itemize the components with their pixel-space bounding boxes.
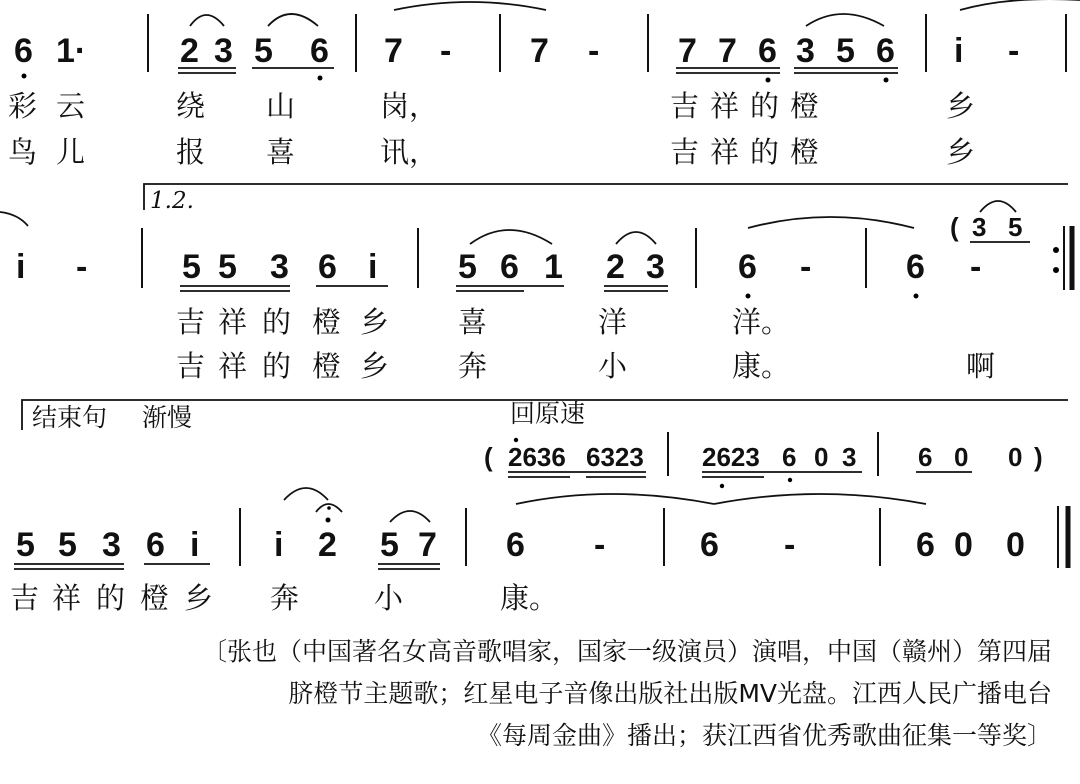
note: i [190, 526, 200, 564]
lyric: 彩 [8, 89, 38, 123]
lyric: 的 [96, 581, 126, 615]
lyric: 奔 [270, 581, 300, 615]
lyric: 奔 [458, 349, 488, 383]
note: 6 [906, 248, 925, 286]
note: 7 [530, 32, 549, 70]
note: 6 [782, 442, 797, 472]
lyric: 洋。 [732, 305, 791, 339]
note: 6 [876, 32, 895, 70]
note: 6 [700, 526, 719, 564]
note: 2 [180, 32, 199, 70]
lyric: 乡 [360, 349, 390, 383]
ending-label: 结束句 [32, 403, 108, 432]
lyric: 乡 [184, 581, 214, 615]
note: 6 [318, 248, 337, 286]
lyric: 的 [262, 349, 292, 383]
volta-label: 1.2. [150, 188, 194, 214]
note: 6 [506, 526, 525, 564]
note: 1· [56, 32, 87, 70]
system-3 [10, 399, 1068, 615]
note: 3 [972, 212, 987, 242]
lyric: 橙 [790, 89, 820, 123]
note: 0 [1006, 526, 1025, 564]
lyric: 啊 [966, 349, 996, 383]
lyric: 的 [750, 135, 780, 169]
note: - [970, 248, 982, 286]
lyric: 鸟 [8, 135, 38, 169]
lyric: 小 [598, 349, 628, 383]
note: 2 [606, 248, 625, 286]
lyric: 讯， [380, 135, 439, 169]
lyric: 小 [374, 581, 404, 615]
system-2 [0, 184, 1072, 383]
note: 5 [58, 526, 77, 564]
note: 3 [842, 442, 857, 472]
note: 7 [418, 526, 437, 564]
note: 2 [318, 526, 337, 564]
note: 3 [646, 248, 665, 286]
note: 0 [1008, 442, 1023, 472]
note: 6 [146, 526, 165, 564]
lyric: 的 [750, 89, 780, 123]
note: 5 [182, 248, 201, 286]
note: 7 [678, 32, 697, 70]
note: - [784, 526, 796, 564]
credit-line: 《每周金曲》播出；获江西省优秀歌曲征集一等奖〕 [476, 721, 1052, 750]
note: 6 [500, 248, 519, 286]
lyric: 绕 [176, 89, 206, 123]
lyric: 儿 [56, 135, 86, 169]
lyric: 喜 [266, 135, 296, 169]
note: 5 [836, 32, 855, 70]
credit-line: 脐橙节主题歌；红星电子音像出版社出版MV光盘。江西人民广播电台 [288, 679, 1052, 708]
lyric: 康。 [732, 349, 791, 383]
note: 5 [1008, 212, 1023, 242]
lyric: 康。 [500, 581, 559, 615]
lyric: 祥 [710, 89, 740, 123]
lyric: 吉 [670, 89, 700, 123]
note: 3 [214, 32, 233, 70]
lyric: 报 [176, 135, 206, 169]
lyric: 乡 [946, 89, 976, 123]
note: 3 [796, 32, 815, 70]
lyric: 祥 [218, 305, 248, 339]
lyric: 的 [262, 305, 292, 339]
note: i [368, 248, 378, 286]
note: i [274, 526, 284, 564]
credits [202, 637, 1052, 750]
lyric: 岗， [380, 89, 439, 123]
note: - [588, 32, 600, 70]
note: 0 [954, 526, 973, 564]
note: - [800, 248, 812, 286]
lyric: 吉 [670, 135, 700, 169]
lyric: 云 [56, 89, 86, 123]
lyric: 祥 [710, 135, 740, 169]
note: 6 [918, 442, 933, 472]
note: 6 [738, 248, 757, 286]
note: 5 [380, 526, 399, 564]
lyric: 吉 [176, 349, 206, 383]
lyric: 吉 [176, 305, 206, 339]
note: 5 [218, 248, 237, 286]
note: 3 [270, 248, 289, 286]
note: 7 [718, 32, 737, 70]
note: 5 [254, 32, 273, 70]
lyric: 山 [266, 89, 296, 123]
system-1 [8, 0, 1080, 169]
note: 5 [16, 526, 35, 564]
note: 0 [814, 442, 829, 472]
note: - [1008, 32, 1020, 70]
lyric: 吉 [10, 581, 40, 615]
note: i [16, 248, 26, 286]
lyric: 橙 [140, 581, 170, 615]
lyric: 乡 [946, 135, 976, 169]
note: ( [950, 212, 959, 242]
note: 7 [384, 32, 403, 70]
note: 2623 [702, 442, 760, 472]
note: 6 [916, 526, 935, 564]
note: ( [484, 442, 493, 472]
note: - [594, 526, 606, 564]
note: 2636 [508, 442, 566, 472]
note: ) [1034, 442, 1043, 472]
note: - [440, 32, 452, 70]
lyric: 祥 [52, 581, 82, 615]
lyric: 祥 [218, 349, 248, 383]
lyric: 洋 [598, 305, 628, 339]
lyric: 橙 [312, 349, 342, 383]
note: 6 [758, 32, 777, 70]
note: 0 [954, 442, 969, 472]
a-tempo-label: 回原速 [510, 399, 586, 428]
lyric: 橙 [312, 305, 342, 339]
note: 6 [14, 32, 33, 70]
note: 6 [310, 32, 329, 70]
note: i [954, 32, 964, 70]
rit-label: 渐慢 [142, 403, 193, 432]
lyric: 乡 [360, 305, 390, 339]
note: - [76, 248, 88, 286]
note: 1 [544, 248, 563, 286]
lyric: 喜 [458, 305, 488, 339]
note: 5 [458, 248, 477, 286]
credit-line: 〔张也（中国著名女高音歌唱家，国家一级演员）演唱，中国（赣州）第四届 [201, 637, 1052, 666]
note: 6323 [586, 442, 644, 472]
lyric: 橙 [790, 135, 820, 169]
note: 3 [102, 526, 121, 564]
